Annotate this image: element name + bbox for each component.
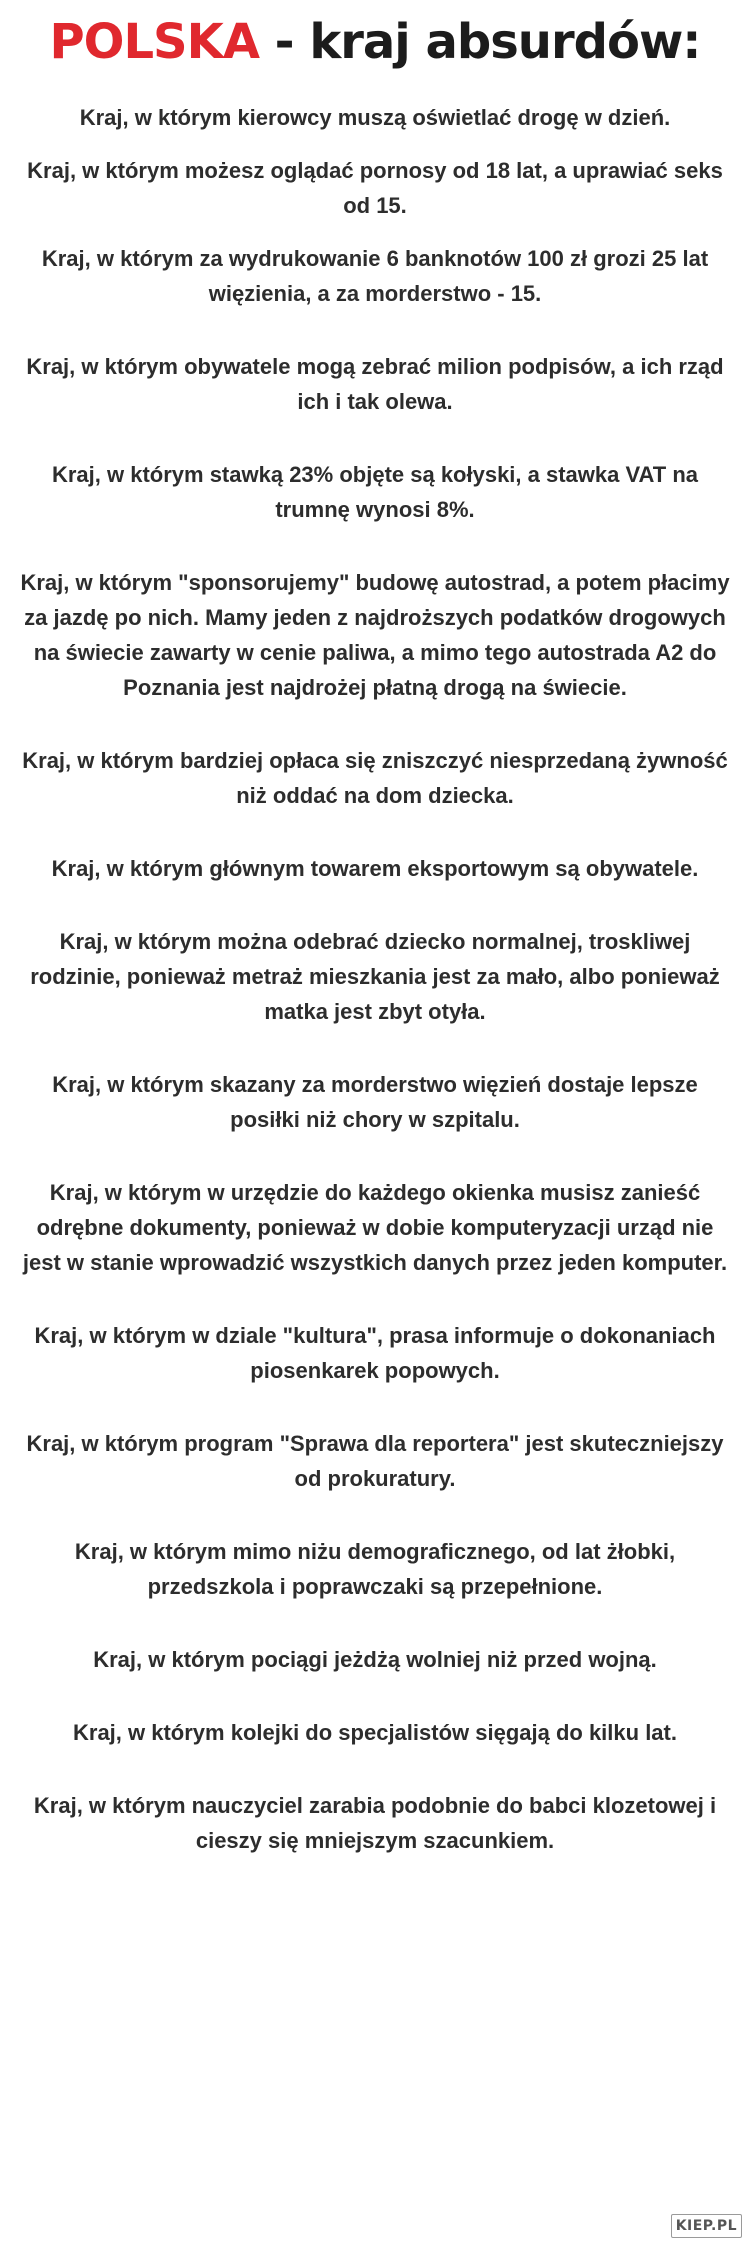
list-item: Kraj, w którym za wydrukowanie 6 banknotów 100 zł grozi 25 lat więzienia, a za morderstwo - 15.	[41, 246, 709, 306]
list-item: Kraj, w którym głównym towarem eksportowym są obywatele.	[51, 856, 699, 881]
list-item: Kraj, w którym mimo niżu demograficznego, od lat żłobki, przedszkola i poprawczaki są przepełnione.	[74, 1539, 676, 1599]
list-item: Kraj, w którym stawką 23% objęte są kołyski, a stawka VAT na trumnę wynosi 8%.	[51, 462, 699, 522]
list-item: Kraj, w którym skazany za morderstwo więzień dostaje lepsze posiłki niż chory w szpitalu.	[52, 1072, 698, 1132]
list-item: Kraj, w którym można odebrać dziecko normalnej, troskliwej rodzinie, ponieważ metraż mieszkania jest za mało, albo ponieważ matka jest zbyt otyła.	[30, 929, 720, 1024]
list-item: Kraj, w którym możesz oglądać pornosy od 18 lat, a uprawiać seks od 15.	[27, 158, 723, 218]
list-item: Kraj, w którym bardziej opłaca się zniszczyć niesprzedaną żywność niż oddać na dom dziecka.	[22, 748, 728, 808]
title-highlight: POLSKA	[49, 14, 259, 70]
list-item: Kraj, w którym kierowcy muszą oświetlać drogę w dzień.	[79, 105, 671, 130]
absurd-list	[20, 100, 730, 1858]
list-item: Kraj, w którym pociągi jeżdżą wolniej niż przed wojną.	[93, 1647, 657, 1672]
title-rest: - kraj absurdów:	[258, 14, 701, 70]
page-title	[0, 0, 750, 84]
list-item: Kraj, w którym w urzędzie do każdego okienka musisz zanieść odrębne dokumenty, ponieważ w dobie komputeryzacji urząd nie jest w stanie wprowadzić wszystkich danych przez jeden komputer.	[22, 1180, 728, 1275]
list-item: Kraj, w którym "sponsorujemy" budowę autostrad, a potem płacimy za jazdę po nich. Mamy jeden z najdroższych podatków drogowych na świecie zawarty w cenie paliwa, a mimo tego autostrada A2 do Poznania jest najdrożej płatną drogą na świecie.	[20, 570, 730, 700]
list-item: Kraj, w którym obywatele mogą zebrać milion podpisów, a ich rząd ich i tak olewa.	[26, 354, 724, 414]
list-item: Kraj, w którym w dziale "kultura", prasa informuje o dokonaniach piosenkarek popowych.	[34, 1323, 716, 1383]
list-item: Kraj, w którym kolejki do specjalistów sięgają do kilku lat.	[73, 1720, 677, 1745]
list-item: Kraj, w którym program "Sprawa dla reportera" jest skuteczniejszy od prokuratury.	[26, 1431, 724, 1491]
kiep-watermark-logo: KIEP.PL	[671, 2214, 742, 2238]
list-item: Kraj, w którym nauczyciel zarabia podobnie do babci klozetowej i cieszy się mniejszym szacunkiem.	[33, 1793, 717, 1853]
